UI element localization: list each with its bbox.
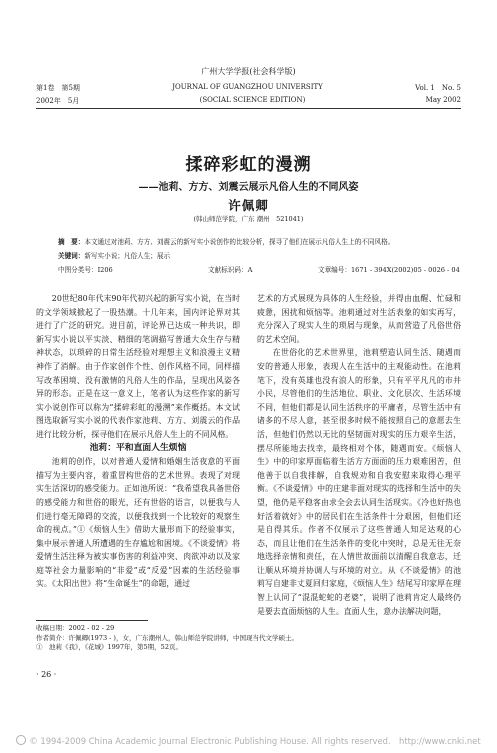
body-right-column — [257, 292, 461, 618]
clc-value: I206 — [97, 266, 113, 274]
body-paragraph: 在世俗化的艺术世界里，池莉塑造认同生活、随遇而安的普通人形象，表现人在生活中的主观能动性。在池莉笔下，没有英雄也没有浪人的形象，只有平平凡凡的市井小民，尽管他们的生活地位、职业、文化层次、生活环境不同，但他们都是认同生活秩序的平庸者，尽管生活中有诸多的不尽人意，甚至很多时候不能按照自己的意愿去生活，但他们仍然以无比的坚韧面对现实的压力艰辛生活，摆尽所能地去找幸，最终相对个体，随遇而安。《烦恼人生》中的印家厚面临着生活方方面面的压力艰难困苦，但他善于以自我排解，自我规劝和自我安慰来取得心理平衡。《不谈爱情》中的庄建非面对现实的选择和生活中的失望，他仍是平稳客由求全会去认同生活现实。《冷也好热也好活着就好》中的居民们在生活条件十分艰困，但他们还是自得其乐。作者不仅展示了这些普通人知足达观的心态，而且让他们在生活条件的变化中突时，总是无往无奈地选择亲情和责任，在人情世故面前以清醒自我意志，迁让顺从环境并协调人与环境的对立。从《不谈爱情》的池莉写自建非丈夏回归家庭，《烦恼人生》结尾写印家厚在理智上认同了“混混蛇蛇的老婆”，说明了池莉肯定人最终仍是要去直面烦恼的人生。直面人生，意办法解决问题， — [257, 348, 461, 616]
issue-label: 第1卷 第5期 — [36, 84, 80, 92]
header-rule — [36, 108, 461, 109]
doc-code-value: A — [247, 266, 253, 274]
keywords-label: 关键词： — [58, 252, 85, 260]
copyright-text: © 1994-2009 China Academic Journal Electronic Publishing House. All rights reserved. http://www.cnki.net — [29, 736, 481, 746]
abstract-label: 摘 要： — [58, 238, 85, 246]
author-affiliation: (韩山师范学院，广东 潮州 521041) — [193, 215, 304, 223]
article-title: 揉碎彩虹的漫溯 — [185, 155, 312, 175]
keywords — [58, 250, 463, 260]
received-date: 收稿日期：2002 - 02 - 29 — [36, 624, 115, 632]
copyright-watermark — [0, 735, 497, 747]
abstract — [58, 236, 463, 246]
classification-row — [58, 264, 463, 274]
footnote-rule — [36, 620, 148, 621]
body-left-column — [36, 292, 240, 591]
doc-code-label: 文献标识码： — [208, 266, 248, 274]
footnotes — [36, 624, 461, 653]
edition-label: (SOCIAL SCIENCE EDITION) — [199, 96, 306, 104]
header-row-1 — [36, 83, 461, 93]
body-paragraph: 20世纪80年代末90年代初兴起的新写实小说，在当时的文学领域掀起了一股热潮。十几年来，国内评论界对其进行了广泛的研究。进目前，评论界已达成一种共识，即新写实小说以平实淡、精细的笔调描写普通大众生存与精神状态，以琐碎的日常生活经验对理想主义和浪漫主义精神作了消解。由于作家创作个性、创作风格不同，同样描写改革困境、没有激情的凡俗人生的作品，呈现出风姿各异的形态。正是在这一意义上，笔者认为这些作家的新写实小说创作可以称为“揉碎彩虹的漫溯”来作概括。本文试图选取新写实小说的代表作家池莉、方方、刘震云的作品进行比较分析，探寻他们在展示凡俗人生上的不同风格。 — [36, 294, 240, 439]
volume-label: Vol. 1 No. 5 — [415, 84, 461, 92]
body-paragraph: 池莉的创作，以对普通人爱情和婚姻生活夜意的平面描写为主要内容，着重冒构世俗的艺术世界。表现了对现实生活深切的感受能力。正如池所说：“我希望我具备世俗的感受能力和世俗的眼光，还有世俗的语言，以便我与人们进行毫无障碍的交流，以便我找到一个比较好的观察生命的视点。”①《烦恼人生》借助大量形而下的经验事实，集中展示普通人所遭遇的生存尴尬和困境。《不谈爱情》将爱情生活注释为被实事伤害的利益冲突、肉欲冲动以及家庭等社会力量影响的“非爱”或“反爱”因素的生活经验事实。《太阳出世》将“生命诞生”的命题，通过 — [36, 457, 240, 589]
article-no-label: 文章编号： — [318, 266, 351, 274]
page-number: · 26 · — [36, 670, 57, 679]
article-subtitle: ——池莉、方方、刘震云展示凡俗人生的不同风姿 — [138, 182, 359, 193]
article-author: 许佩卿 — [228, 198, 269, 213]
journal-name: 广州大学学报(社会科学版) — [201, 67, 296, 76]
abstract-text: 本文通过对池莉、方方、刘震云的新写实小说创作的比较分析，探寻了他们在展示凡俗人生上的不同风格。 — [84, 238, 395, 246]
keywords-text: 新写实小说；凡俗人生；展示 — [84, 252, 171, 260]
footnote-1: ① 池莉《我》，《花城》1997年，第5期，52页。 — [36, 643, 182, 651]
header-row-2 — [36, 96, 461, 106]
section-heading: 池莉：平和直面人生烦恼 — [89, 442, 187, 453]
copyright-icon — [16, 735, 26, 745]
clc-label: 中图分类号： — [58, 266, 98, 274]
journal-name-en: JOURNAL OF GUANGZHOU UNIVERSITY — [172, 83, 323, 91]
article-no-value: 1671 - 394X(2002)05 - 0026 - 04 — [350, 266, 460, 274]
author-bio: 作者简介：许佩卿(1973 - )，女，广东潮州人，韩山师范学院讲师，中国现当代文学硕士。 — [36, 633, 298, 642]
date-label-cn: 2002年 5月 — [36, 97, 80, 105]
date-label-en: May 2002 — [425, 96, 461, 104]
body-paragraph: 艺术的方式展现为具体的人生经验，并得由血醒、忙碌和疲惫，困扰和烦恼等。池莉通过对生活表象的如实再写，充分深入了现实人生的琐屑与现象，从而营造了凡俗世俗的艺术空间。 — [257, 294, 461, 344]
